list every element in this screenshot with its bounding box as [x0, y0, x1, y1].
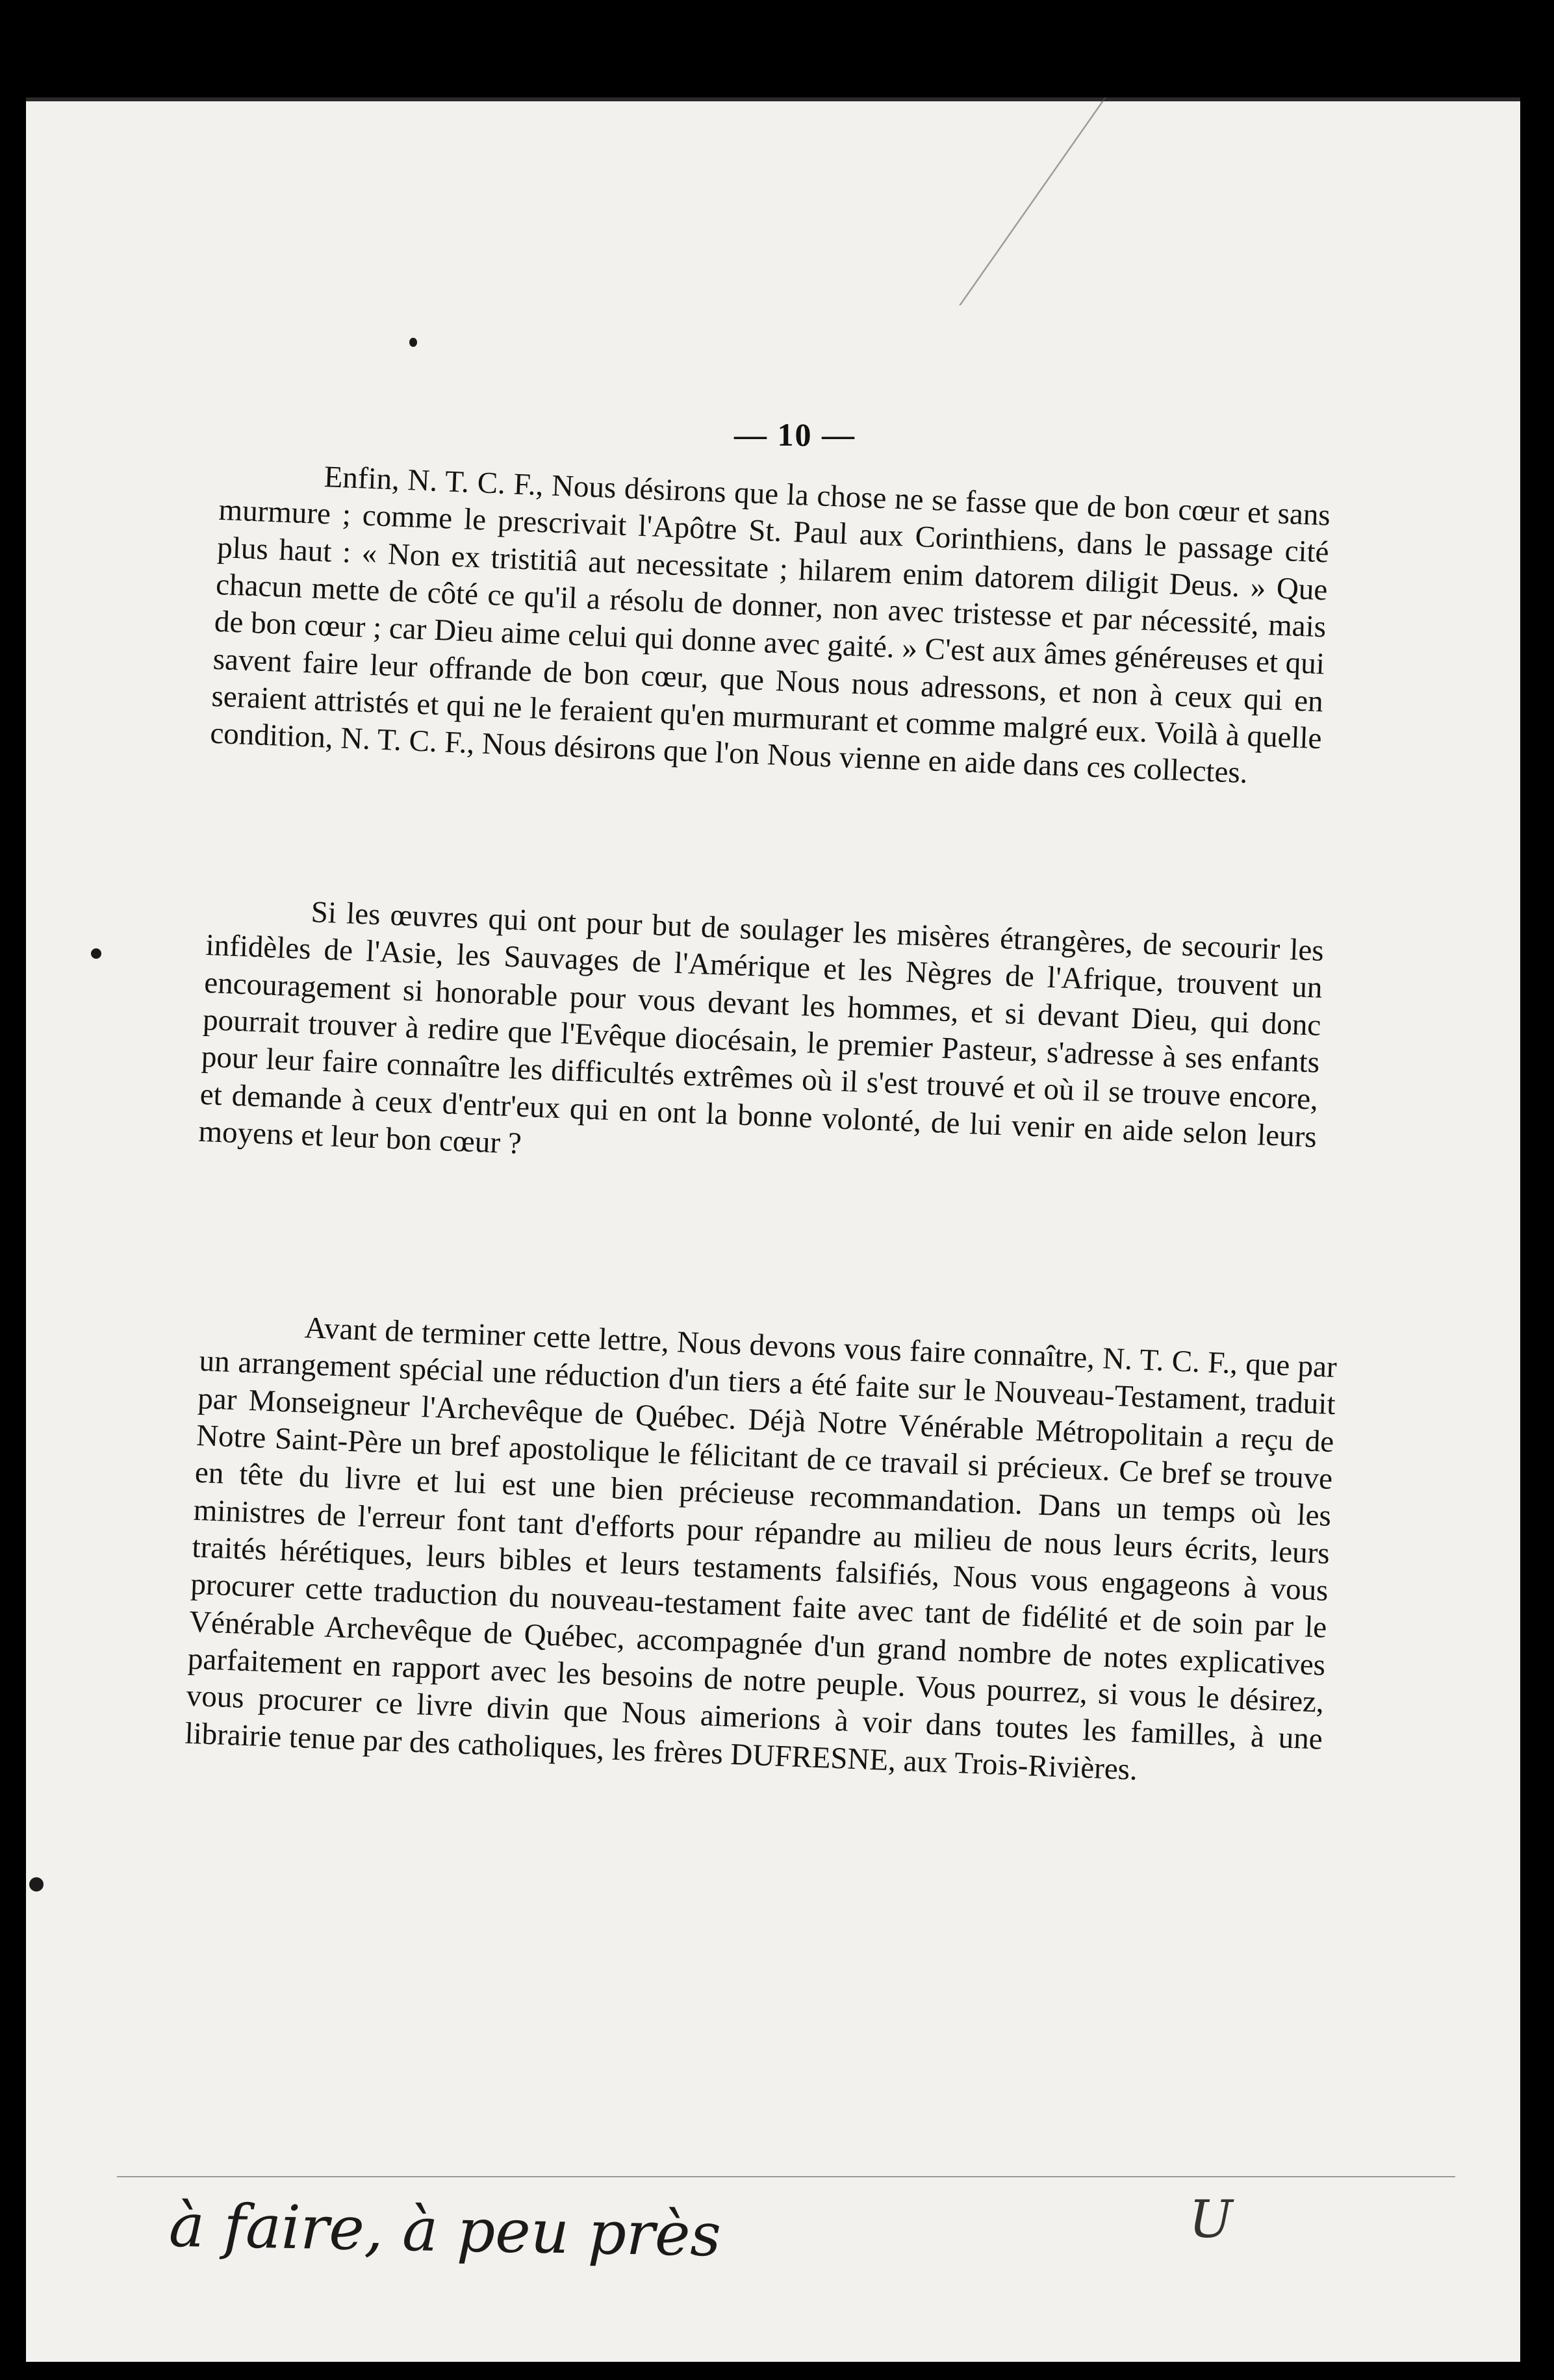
paragraph-new-testament	[185, 1306, 1338, 1796]
handwritten-note: à faire, à peu près	[168, 2190, 722, 2270]
page-number: — 10 —	[734, 416, 856, 453]
paragraph-text: Si les œuvres qui ont pour but de soulager les misères étrangères, de secourir les infidèles de l'Asie, les Sauvages de l'Amérique et les Nègres de l'Afrique, trouvent un encouragement si honorable pour vous devant les hommes, et si devant Dieu, qui donc pourrait trouver à redire que l'Evêque diocésain, le premier Pasteur, s'adresse à ses enfants pour leur faire connaître les difficultés extrêmes où il s'est trouvé et où il se trouve encore, et demande à ceux d'entr'eux qui en ont la bonne volonté, de lui venir en aide selon leurs moyens et leur bon cœur ?	[197, 895, 1325, 1161]
paragraph-text: Avant de terminer cette lettre, Nous devons vous faire connaître, N. T. C. F., que par un arrangement spécial une réduction d'un tiers a été faite sur le Nouveau-Testament, traduit par Monseigneur l'Archevêque de Québec. Déjà Notre Vénérable Métropolitain a reçu de Notre Saint-Père un bref apostolique le félicitant de ce travail si précieux. Ce bref se trouve en tête du livre et lui est une bien précieuse recommandation. Dans un temps où les ministres de l'erreur font tant d'efforts pour répandre au milieu de nous leurs écrits, leurs traités hérétiques, leurs bibles et leurs testaments falsifiés, Nous vous engageons à vous procurer cette traduction du nouveau-testament faite avec tant de fidélité et de soin par le Vénérable Archevêque de Québec, accompagnée d'un grand nombre de notes explicatives parfaitement en rapport avec les besoins de notre peuple. Vous pourrez, si vous le désirez, vous procurer ce livre divin que Nous aimerions à voir dans toutes les familles, à une librairie tenue par des catholiques, les frères DUFRESNE, aux Trois-Rivières.	[184, 1311, 1338, 1787]
paragraph-collection-conditions	[209, 455, 1331, 795]
ink-speck	[29, 1877, 44, 1892]
paragraph-foreign-missions	[198, 890, 1325, 1193]
ink-speck	[409, 338, 417, 347]
ink-speck	[91, 948, 101, 959]
bottom-rule	[117, 2176, 1455, 2177]
handwritten-mark: U	[1189, 2189, 1233, 2249]
paragraph-text: Enfin, N. T. C. F., Nous désirons que la chose ne se fasse que de bon cœur et sans murmure ; comme le prescrivait l'Apôtre St. Paul aux Corinthiens, dans le passage cité plus haut : « Non ex tristitiâ aut necessitate ; hilarem enim datorem diligit Deus. » Que chacun mette de côté ce qu'il a résolu de donner, non avec tristesse et par nécessité, mais de bon cœur ; car Dieu aime celui qui donne avec gaité. » C'est aux âmes généreuses et qui savent faire leur offrande de bon cœur, que Nous nous adressons, et non à ceux qui en seraient attristés et qui ne le feraient qu'en murmurant et comme malgré eux. Voilà à quelle condition, N. T. C. F., Nous désirons que l'on Nous vienne en aide dans ces collectes.	[209, 460, 1331, 791]
